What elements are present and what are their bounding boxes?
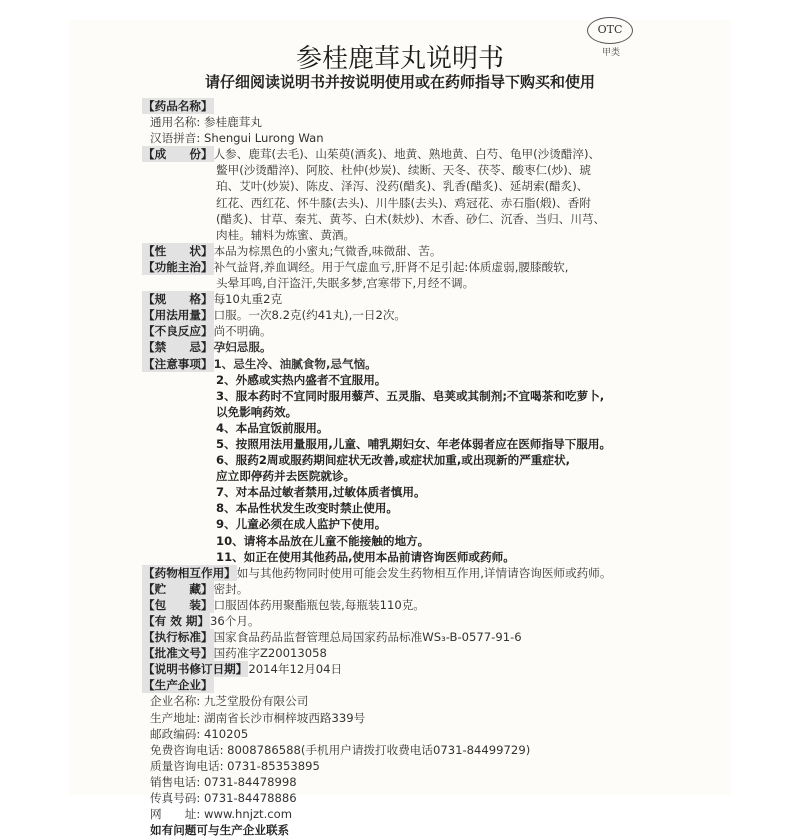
properties-label: 【性 状】 <box>143 243 213 258</box>
manufacturer-item-value: 8008786588(手机用户请拨打收费电话0731-84499729) <box>227 742 531 757</box>
manufacturer-item <box>142 693 722 709</box>
adverse-label: 【不良反应】 <box>143 324 213 339</box>
manufacturer-item-label: 生产地址: <box>150 710 201 725</box>
approval-value: 国药准字Z20013058 <box>213 646 327 661</box>
pinyin-label: 汉语拼音: <box>150 131 201 146</box>
precaution-item: 3、服本药时不宜同时服用藜芦、五灵脂、皂荚或其制剂;不宜喝茶和吃萝卜, <box>216 388 605 403</box>
ingredients-line <box>142 178 722 194</box>
interactions-value: 如与其他药物同时使用可能会发生药物相互作用,详情请咨询医师或药师。 <box>236 565 612 580</box>
ingredients-line-text: 鳖甲(沙烫醋淬)、阿胶、杜仲(炒炭)、续断、天冬、茯苓、酸枣仁(炒)、琥 <box>216 163 591 178</box>
manufacturer-item <box>142 806 722 822</box>
document-subtitle: 请仔细阅读说明书并按说明使用或在药师指导下购买和使用 <box>204 73 595 91</box>
manufacturer-item-value: 410205 <box>203 726 249 741</box>
manufacturer-item <box>142 774 722 790</box>
precaution-item: 4、本品宜饭前服用。 <box>216 420 329 435</box>
contraindications-row <box>142 339 722 355</box>
precaution-item: 应立即停药并去医院就诊。 <box>216 469 356 484</box>
interactions-label: 【药物相互作用】 <box>143 565 236 580</box>
standard-row <box>142 629 722 645</box>
manufacturer-item <box>142 742 722 758</box>
precaution-item: 9、儿童必须在成人监护下使用。 <box>216 517 387 532</box>
ingredients-line <box>142 195 722 211</box>
indications-line-text: 头晕耳鸣,自汗盗汗,失眠多梦,宫寒带下,月经不调。 <box>216 276 475 291</box>
common-name-value: 参桂鹿茸丸 <box>203 115 262 130</box>
revision-label: 【说明书修订日期】 <box>143 662 248 677</box>
manufacturer-item-label: 质量咨询电话: <box>150 758 224 773</box>
storage-row <box>142 581 722 597</box>
manufacturer-item-value: 湖南省长沙市桐梓坡西路339号 <box>203 710 366 725</box>
ingredients-line: 人参、鹿茸(去毛)、山茱萸(酒炙)、地黄、熟地黄、白芍、龟甲(沙烫醋淬)、 <box>213 147 601 162</box>
manufacturer-item <box>142 710 722 726</box>
manufacturer-item <box>142 726 722 742</box>
manufacturer-item-label: 网 址: <box>150 807 201 822</box>
ingredients-line <box>142 162 722 178</box>
manufacturer-item-label: 免费咨询电话: <box>150 742 224 757</box>
precaution-item: 6、服药2周或服药期间症状无改善,或症状加重,或出现新的严重症状, <box>216 453 570 468</box>
ingredients-line <box>142 227 722 243</box>
pinyin-value: Shengui Lurong Wan <box>203 131 324 146</box>
manufacturer-item-label: 传真号码: <box>150 791 201 806</box>
dosage-value: 口服。一次8.2克(约41丸),一日2次。 <box>213 308 407 323</box>
revision-row <box>142 661 722 677</box>
adverse-value: 尚不明确。 <box>213 324 272 339</box>
package-label: 【包 装】 <box>143 597 213 612</box>
precaution-item: 2、外感或实热内盛者不宜服用。 <box>216 372 387 387</box>
specification-row <box>142 291 722 307</box>
manufacturer-item-value: 0731-84478998 <box>203 774 297 789</box>
precaution-item: 8、本品性状发生改变时禁止使用。 <box>216 501 398 516</box>
precaution-item: 10、请将本品放在儿童不能接触的地方。 <box>216 533 430 548</box>
properties-value: 本品为棕黑色的小蜜丸;气微香,味微甜、苦。 <box>213 243 442 258</box>
approval-row <box>142 645 722 661</box>
indications-line <box>142 275 722 291</box>
approval-label: 【批准文号】 <box>143 646 213 661</box>
drug-name-heading: 【药品名称】 <box>143 99 213 113</box>
ingredients-line-text: 红花、西红花、怀牛膝(去头)、川牛膝(去头)、鸡冠花、赤石脂(煅)、香附 <box>216 195 591 210</box>
precaution-item: 1、忌生冷、油腻食物,忌气恼。 <box>213 356 377 371</box>
validity-label: 【有 效 期】 <box>143 614 210 628</box>
ingredients-label: 【成 份】 <box>143 147 213 162</box>
manufacturer-website: www.hnjzt.com <box>203 807 293 822</box>
interactions-row <box>142 565 722 581</box>
package-value: 口服固体药用聚酯瓶包装,每瓶装110克。 <box>213 597 425 612</box>
common-name-row <box>142 114 722 130</box>
manufacturer-item-value: 0731-84478886 <box>203 791 297 806</box>
validity-value: 36个月。 <box>210 614 260 628</box>
specification-label: 【规 格】 <box>143 292 213 307</box>
manufacturer-item-label: 销售电话: <box>150 774 201 789</box>
leaflet-body <box>142 98 722 838</box>
drug-name-section <box>142 98 722 114</box>
contraindications-label: 【禁 忌】 <box>143 340 213 355</box>
manufacturer-item <box>142 758 722 774</box>
pinyin-row <box>142 130 722 146</box>
standard-value: 国家食品药品监督管理总局国家药品标准WS₃-B-0577-91-6 <box>213 630 522 645</box>
storage-value: 密封。 <box>213 581 249 596</box>
specification-value: 每10丸重2克 <box>213 292 283 307</box>
properties-row <box>142 243 722 259</box>
ingredients-line-text: 珀、艾叶(炒炭)、陈皮、泽泻、没药(醋炙)、乳香(醋炙)、延胡索(醋炙)、 <box>216 179 589 194</box>
precaution-item: 5、按照用法用量服用,儿童、哺乳期妇女、年老体弱者应在医师指导下服用。 <box>216 436 612 451</box>
indications-row <box>142 259 722 275</box>
precaution-item: 11、如正在使用其他药品,使用本品前请咨询医师或药师。 <box>216 549 515 564</box>
indications-label: 【功能主治】 <box>143 259 213 274</box>
manufacturer-item-label: 企业名称: <box>150 694 201 709</box>
manufacturer-item <box>142 790 722 806</box>
manufacturer-item-label: 邮政编码: <box>150 726 201 741</box>
ingredients-line <box>142 211 722 227</box>
precautions-row <box>142 356 722 372</box>
ingredients-line-text: 肉桂。辅料为炼蜜、黄酒。 <box>216 227 356 242</box>
storage-label: 【贮 藏】 <box>143 581 213 596</box>
package-row <box>142 597 722 613</box>
manufacturer-section <box>142 677 722 693</box>
precaution-item: 以免影响药效。 <box>216 404 298 419</box>
otc-class-label: 甲类 <box>601 48 620 58</box>
contact-note: 如有问题可与生产企业联系 <box>150 823 290 838</box>
manufacturer-item-value: 0731-85353895 <box>227 758 320 773</box>
indications-line: 补气益肾,养血调经。用于气虚血亏,肝肾不足引起:体质虚弱,腰膝酸软, <box>213 259 569 274</box>
document-title: 参桂鹿茸丸说明书 <box>295 44 504 74</box>
dosage-label: 【用法用量】 <box>143 308 213 323</box>
ingredients-line-text: (醋炙)、甘草、秦艽、黄芩、白术(麸炒)、木香、砂仁、沉香、当归、川芎、 <box>216 211 606 226</box>
precautions-label: 【注意事项】 <box>143 356 213 371</box>
otc-badge: OTC <box>587 17 633 44</box>
common-name-label: 通用名称: <box>150 115 201 130</box>
contraindications-value: 孕妇忌服。 <box>213 340 272 355</box>
precaution-item: 7、对本品过敏者禁用,过敏体质者慎用。 <box>216 485 426 500</box>
adverse-row <box>142 323 722 339</box>
manufacturer-item-value: 九芝堂股份有限公司 <box>203 694 309 709</box>
ingredients-row <box>142 146 722 162</box>
dosage-row <box>142 307 722 323</box>
revision-value: 2014年12月04日 <box>248 662 343 677</box>
manufacturer-heading: 【生产企业】 <box>143 678 213 693</box>
validity-row <box>142 613 722 629</box>
standard-label: 【执行标准】 <box>143 630 213 645</box>
